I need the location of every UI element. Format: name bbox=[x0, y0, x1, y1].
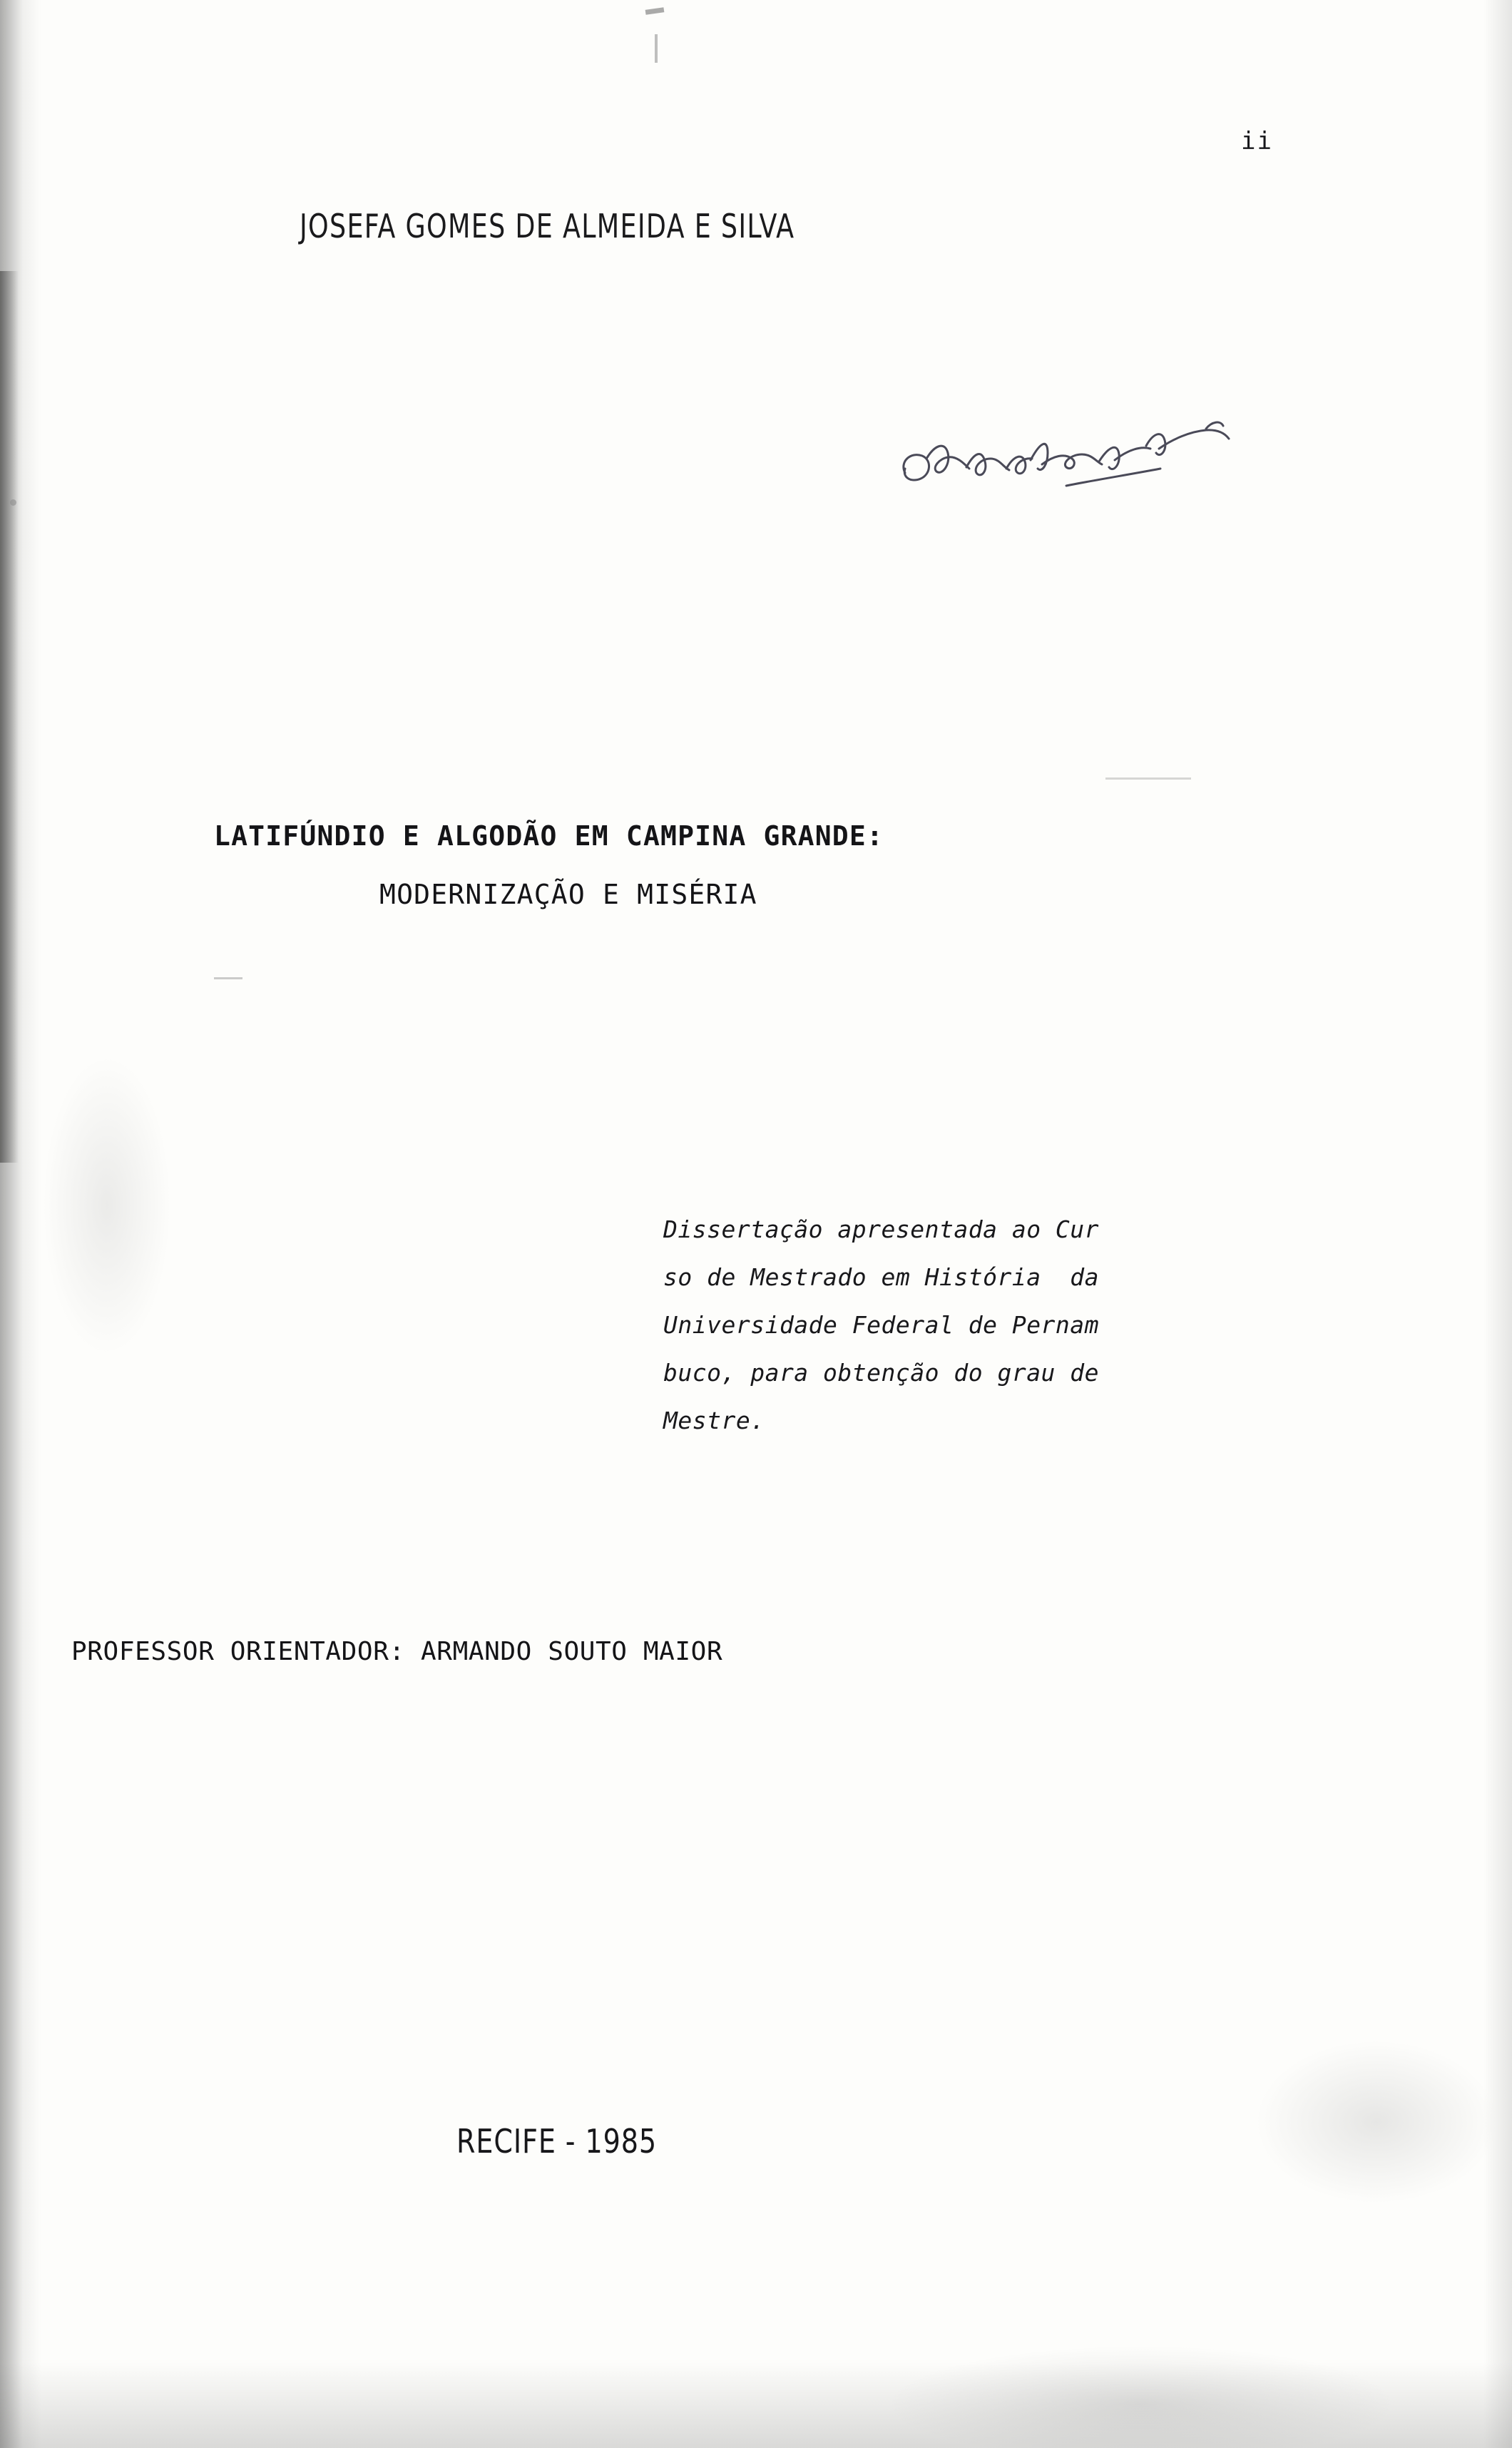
scan-blotch bbox=[43, 1056, 171, 1355]
scan-blotch bbox=[1255, 2040, 1498, 2204]
thesis-title bbox=[214, 820, 884, 910]
submission-note-line-1: Dissertação apresentada ao Cur bbox=[663, 1215, 1100, 1243]
author-name: JOSEFA GOMES DE ALMEIDA E SILVA bbox=[300, 207, 795, 245]
submission-note-line-3: Universidade Federal de Pernam bbox=[663, 1311, 1100, 1339]
scan-shadow-left bbox=[0, 0, 41, 2448]
advisor-line: PROFESSOR ORIENTADOR: ARMANDO SOUTO MAIOR bbox=[71, 1637, 723, 1666]
handwritten-annotation bbox=[895, 417, 1266, 510]
scan-shadow-right bbox=[1483, 0, 1512, 2448]
submission-note bbox=[663, 1205, 1291, 1444]
title-line-2: MODERNIZAÇÃO E MISÉRIA bbox=[379, 879, 757, 910]
title-line-1: LATIFÚNDIO E ALGODÃO EM CAMPINA GRANDE: bbox=[214, 820, 884, 852]
scan-speck bbox=[645, 7, 665, 15]
page-number: ii bbox=[1241, 127, 1273, 155]
place-and-year: RECIFE - 1985 bbox=[456, 2122, 658, 2161]
submission-note-line-2: so de Mestrado em História da bbox=[663, 1263, 1100, 1291]
scan-speck bbox=[1105, 777, 1191, 780]
scan-speck bbox=[214, 977, 242, 979]
scan-speck bbox=[655, 34, 658, 63]
scan-blotch bbox=[892, 2347, 1391, 2448]
scan-shadow-bottom bbox=[0, 2362, 1512, 2448]
scan-speck bbox=[10, 499, 16, 506]
scan-shadow-left-inner bbox=[0, 271, 19, 1163]
submission-note-line-4: buco, para obtenção do grau de bbox=[663, 1359, 1100, 1387]
submission-note-line-5: Mestre. bbox=[663, 1407, 765, 1434]
